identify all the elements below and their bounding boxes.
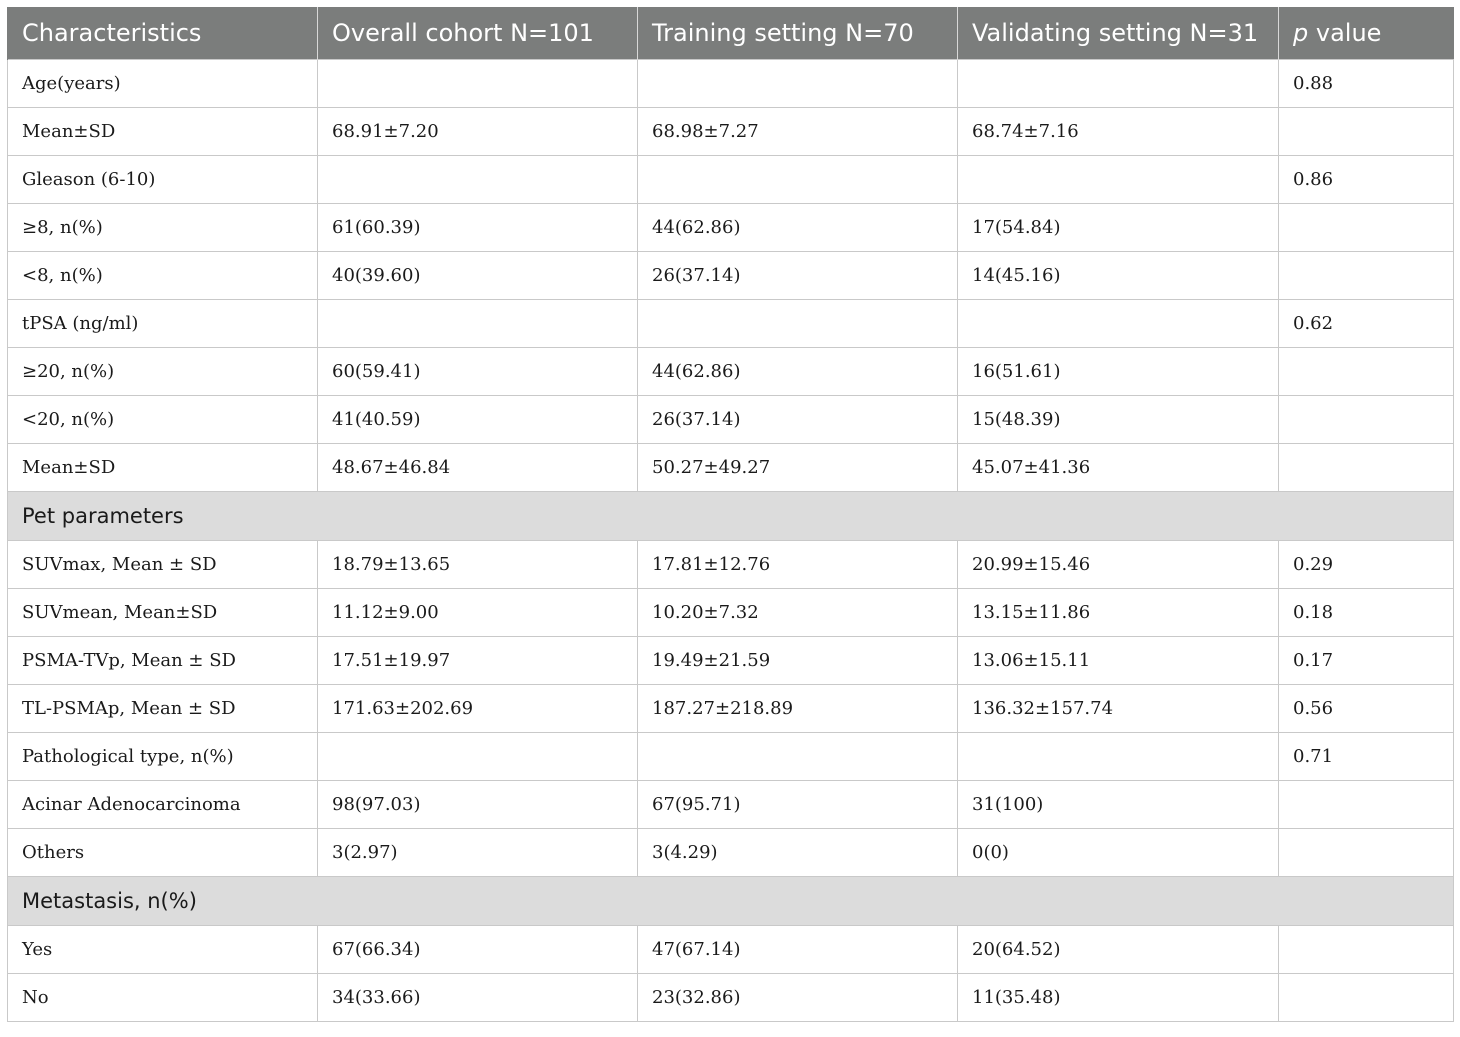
header-row: [8, 7, 1454, 60]
cell-validating-setting: 20(64.52): [958, 926, 1279, 974]
cell-characteristic: Pathological type, n(%): [8, 733, 318, 781]
cell-p-value: 0.56: [1279, 685, 1454, 733]
cell-characteristic: PSMA-TVp, Mean ± SD: [8, 637, 318, 685]
table-body: [8, 60, 1454, 1022]
cell-characteristic: <8, n(%): [8, 252, 318, 300]
cell-training-setting: [638, 300, 958, 348]
cell-characteristic: ≥8, n(%): [8, 204, 318, 252]
header-p-value: [1279, 7, 1454, 60]
section-label: Pet parameters: [8, 492, 1454, 541]
cell-validating-setting: 0(0): [958, 829, 1279, 877]
cell-validating-setting: [958, 300, 1279, 348]
cell-p-value: [1279, 252, 1454, 300]
cell-overall-cohort: 3(2.97): [318, 829, 638, 877]
cell-overall-cohort: 40(39.60): [318, 252, 638, 300]
cell-characteristic: TL-PSMAp, Mean ± SD: [8, 685, 318, 733]
header-training-setting: Training setting N=70: [638, 7, 958, 60]
table-row: [8, 444, 1454, 492]
cell-p-value: [1279, 396, 1454, 444]
table-row: [8, 348, 1454, 396]
cell-overall-cohort: 67(66.34): [318, 926, 638, 974]
cell-validating-setting: 13.15±11.86: [958, 589, 1279, 637]
cell-training-setting: 3(4.29): [638, 829, 958, 877]
header-p-letter: p: [1293, 19, 1309, 47]
cell-characteristic: <20, n(%): [8, 396, 318, 444]
cell-validating-setting: 45.07±41.36: [958, 444, 1279, 492]
cell-p-value: [1279, 444, 1454, 492]
cell-training-setting: [638, 156, 958, 204]
cell-p-value: 0.86: [1279, 156, 1454, 204]
table-row: [8, 589, 1454, 637]
table-row: [8, 733, 1454, 781]
cell-p-value: 0.88: [1279, 60, 1454, 108]
cell-overall-cohort: 41(40.59): [318, 396, 638, 444]
table-row: [8, 781, 1454, 829]
cell-validating-setting: 13.06±15.11: [958, 637, 1279, 685]
cell-training-setting: 187.27±218.89: [638, 685, 958, 733]
cell-validating-setting: 31(100): [958, 781, 1279, 829]
cell-characteristic: Mean±SD: [8, 444, 318, 492]
table-row: [8, 252, 1454, 300]
cell-overall-cohort: [318, 60, 638, 108]
table-row: [8, 974, 1454, 1022]
cell-training-setting: 44(62.86): [638, 348, 958, 396]
cell-validating-setting: [958, 733, 1279, 781]
cell-overall-cohort: 17.51±19.97: [318, 637, 638, 685]
cell-characteristic: Age(years): [8, 60, 318, 108]
cell-p-value: 0.71: [1279, 733, 1454, 781]
cell-validating-setting: [958, 60, 1279, 108]
cell-overall-cohort: 61(60.39): [318, 204, 638, 252]
cell-training-setting: [638, 60, 958, 108]
cell-characteristic: SUVmean, Mean±SD: [8, 589, 318, 637]
cell-validating-setting: 11(35.48): [958, 974, 1279, 1022]
cell-characteristic: Acinar Adenocarcinoma: [8, 781, 318, 829]
table-container: [7, 7, 1453, 1022]
table-row: [8, 685, 1454, 733]
table-row: [8, 156, 1454, 204]
cell-overall-cohort: 60(59.41): [318, 348, 638, 396]
cell-p-value: [1279, 348, 1454, 396]
header-validating-setting: Validating setting N=31: [958, 7, 1279, 60]
table-row: [8, 926, 1454, 974]
cell-validating-setting: 15(48.39): [958, 396, 1279, 444]
cell-characteristic: Others: [8, 829, 318, 877]
cell-p-value: [1279, 781, 1454, 829]
table-row: [8, 108, 1454, 156]
cell-training-setting: 47(67.14): [638, 926, 958, 974]
cell-characteristic: Mean±SD: [8, 108, 318, 156]
cell-p-value: 0.18: [1279, 589, 1454, 637]
section-row: [8, 492, 1454, 541]
cell-overall-cohort: 48.67±46.84: [318, 444, 638, 492]
cell-training-setting: [638, 733, 958, 781]
header-overall-cohort: Overall cohort N=101: [318, 7, 638, 60]
cell-training-setting: 19.49±21.59: [638, 637, 958, 685]
cell-training-setting: 50.27±49.27: [638, 444, 958, 492]
cell-p-value: 0.62: [1279, 300, 1454, 348]
cell-training-setting: 17.81±12.76: [638, 541, 958, 589]
cell-p-value: [1279, 926, 1454, 974]
cell-characteristic: No: [8, 974, 318, 1022]
cell-training-setting: 67(95.71): [638, 781, 958, 829]
cell-p-value: 0.17: [1279, 637, 1454, 685]
cell-validating-setting: 14(45.16): [958, 252, 1279, 300]
cell-validating-setting: 136.32±157.74: [958, 685, 1279, 733]
cell-characteristic: SUVmax, Mean ± SD: [8, 541, 318, 589]
cell-p-value: 0.29: [1279, 541, 1454, 589]
cell-validating-setting: 17(54.84): [958, 204, 1279, 252]
characteristics-table: [7, 7, 1454, 1022]
cell-overall-cohort: 11.12±9.00: [318, 589, 638, 637]
cell-overall-cohort: 171.63±202.69: [318, 685, 638, 733]
cell-training-setting: 26(37.14): [638, 252, 958, 300]
cell-overall-cohort: [318, 156, 638, 204]
header-characteristics: Characteristics: [8, 7, 318, 60]
table-row: [8, 829, 1454, 877]
cell-validating-setting: 68.74±7.16: [958, 108, 1279, 156]
cell-overall-cohort: 98(97.03): [318, 781, 638, 829]
table-row: [8, 60, 1454, 108]
cell-training-setting: 68.98±7.27: [638, 108, 958, 156]
cell-p-value: [1279, 204, 1454, 252]
cell-p-value: [1279, 108, 1454, 156]
cell-characteristic: Yes: [8, 926, 318, 974]
cell-p-value: [1279, 829, 1454, 877]
cell-training-setting: 10.20±7.32: [638, 589, 958, 637]
cell-characteristic: ≥20, n(%): [8, 348, 318, 396]
table-header: [8, 7, 1454, 60]
header-p-value-text: value: [1308, 19, 1382, 47]
cell-characteristic: Gleason (6-10): [8, 156, 318, 204]
section-label: Metastasis, n(%): [8, 877, 1454, 926]
table-row: [8, 300, 1454, 348]
cell-overall-cohort: 68.91±7.20: [318, 108, 638, 156]
cell-validating-setting: 16(51.61): [958, 348, 1279, 396]
table-row: [8, 541, 1454, 589]
cell-p-value: [1279, 974, 1454, 1022]
cell-characteristic: tPSA (ng/ml): [8, 300, 318, 348]
cell-training-setting: 26(37.14): [638, 396, 958, 444]
cell-overall-cohort: [318, 733, 638, 781]
cell-training-setting: 23(32.86): [638, 974, 958, 1022]
cell-validating-setting: 20.99±15.46: [958, 541, 1279, 589]
table-row: [8, 637, 1454, 685]
table-row: [8, 204, 1454, 252]
cell-overall-cohort: 34(33.66): [318, 974, 638, 1022]
table-row: [8, 396, 1454, 444]
cell-overall-cohort: 18.79±13.65: [318, 541, 638, 589]
cell-validating-setting: [958, 156, 1279, 204]
cell-training-setting: 44(62.86): [638, 204, 958, 252]
section-row: [8, 877, 1454, 926]
cell-overall-cohort: [318, 300, 638, 348]
